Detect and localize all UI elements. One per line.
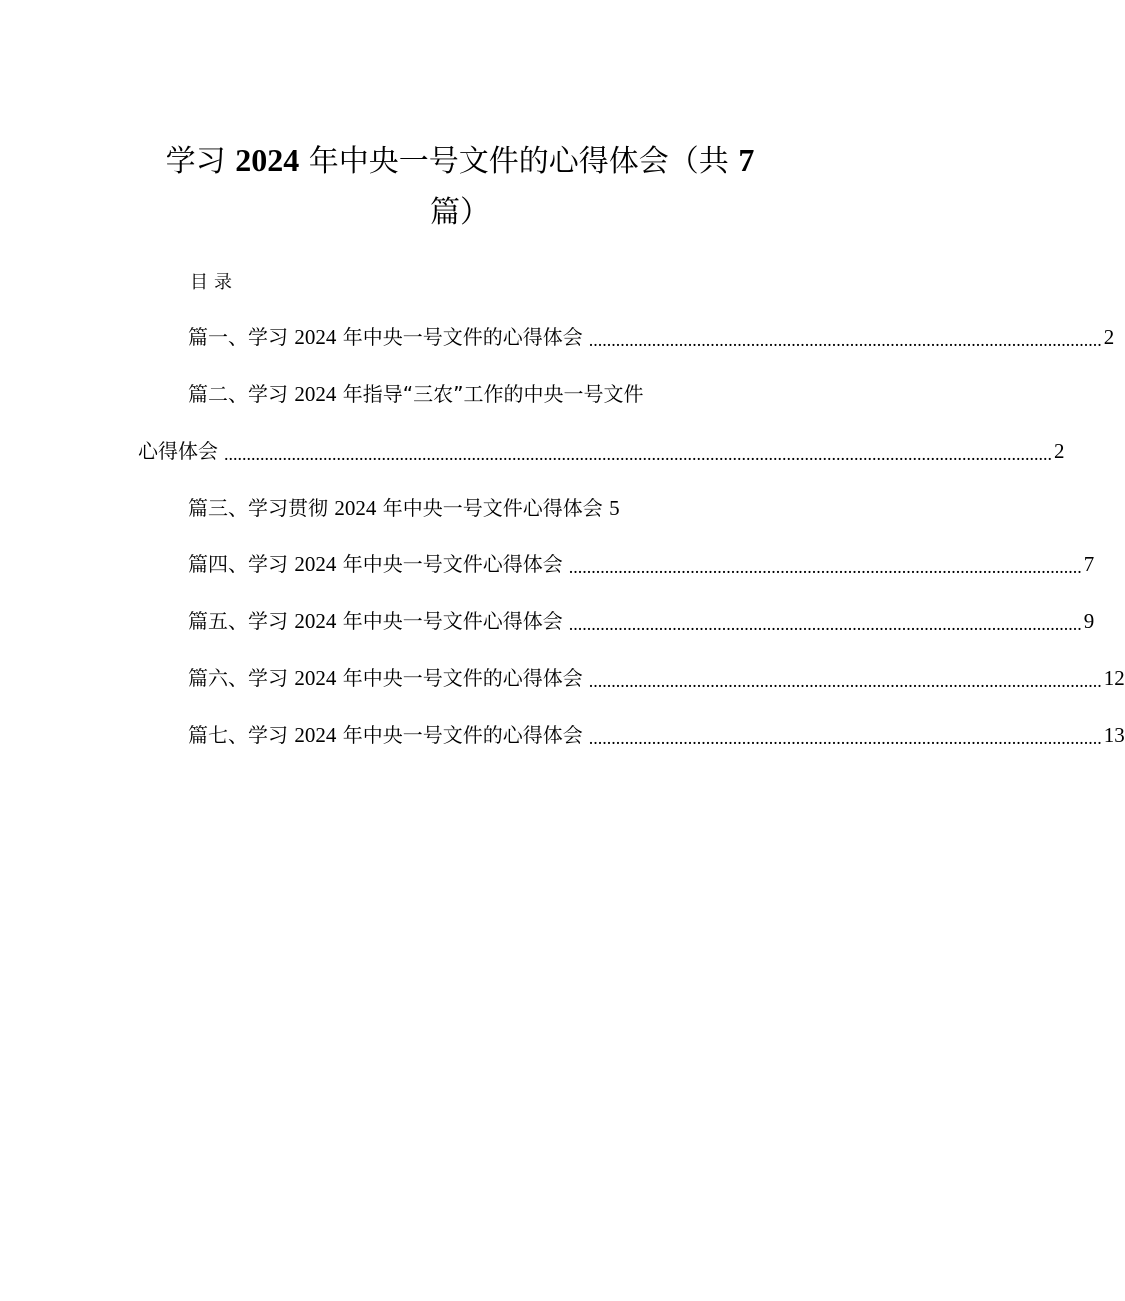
toc-dot-leader: ..................................................................................................................: [568, 614, 1082, 634]
toc-page-number: 2: [1054, 439, 1065, 463]
title-text-pre: 学习: [165, 144, 226, 179]
toc-dot-leader: ..................................................................................................................: [588, 728, 1102, 748]
toc-entry-label: 篇四、学习 2024 年中央一号文件心得体会: [188, 552, 563, 576]
document-title-line2: 篇）: [430, 195, 490, 230]
toc-page-number: 13: [1103, 723, 1125, 747]
toc-entry-4[interactable]: [188, 550, 1095, 578]
toc-entry-6[interactable]: [188, 664, 1125, 692]
title-text-mid: 年中央一号文件的心得体会（共: [308, 144, 729, 179]
toc-page-number: 9: [1083, 609, 1095, 633]
toc-entry-5[interactable]: [188, 607, 1095, 635]
title-year: 2024: [235, 142, 300, 178]
toc-heading: 目录: [190, 272, 238, 293]
toc-entry-2[interactable]: [188, 380, 748, 408]
toc-dot-leader: ..................................................................................................................: [588, 330, 1102, 350]
toc-dot-leader: ........................................................................................................................................................................................: [224, 444, 1052, 464]
toc-entry-7[interactable]: [188, 721, 1125, 749]
toc-entry-label: 篇五、学习 2024 年中央一号文件心得体会: [188, 609, 563, 633]
toc-entry-3[interactable]: [188, 494, 708, 522]
toc-entry-2-continued[interactable]: [138, 437, 1065, 465]
toc-page-number: 7: [1083, 552, 1095, 576]
toc-entry-label: 篇六、学习 2024 年中央一号文件的心得体会: [188, 666, 583, 690]
toc-entry-label: 篇一、学习 2024 年中央一号文件的心得体会: [188, 325, 583, 349]
toc-entry-label: 篇二、学习 2024 年指导“三农”工作的中央一号文件: [188, 382, 644, 406]
toc-page-number: 12: [1103, 666, 1125, 690]
toc-dot-leader: ..................................................................................................................: [568, 557, 1082, 577]
toc-entry-label: 篇三、学习贯彻 2024 年中央一号文件心得体会 5: [188, 496, 620, 520]
toc-page-number: 2: [1103, 325, 1115, 349]
toc-entry-1[interactable]: [188, 323, 1115, 351]
document-title: [130, 143, 790, 179]
title-count: 7: [738, 142, 755, 178]
toc-entry-label: 篇七、学习 2024 年中央一号文件的心得体会: [188, 723, 583, 747]
toc-dot-leader: ..................................................................................................................: [588, 671, 1102, 691]
toc-entry-label-continued: 心得体会: [138, 439, 218, 463]
